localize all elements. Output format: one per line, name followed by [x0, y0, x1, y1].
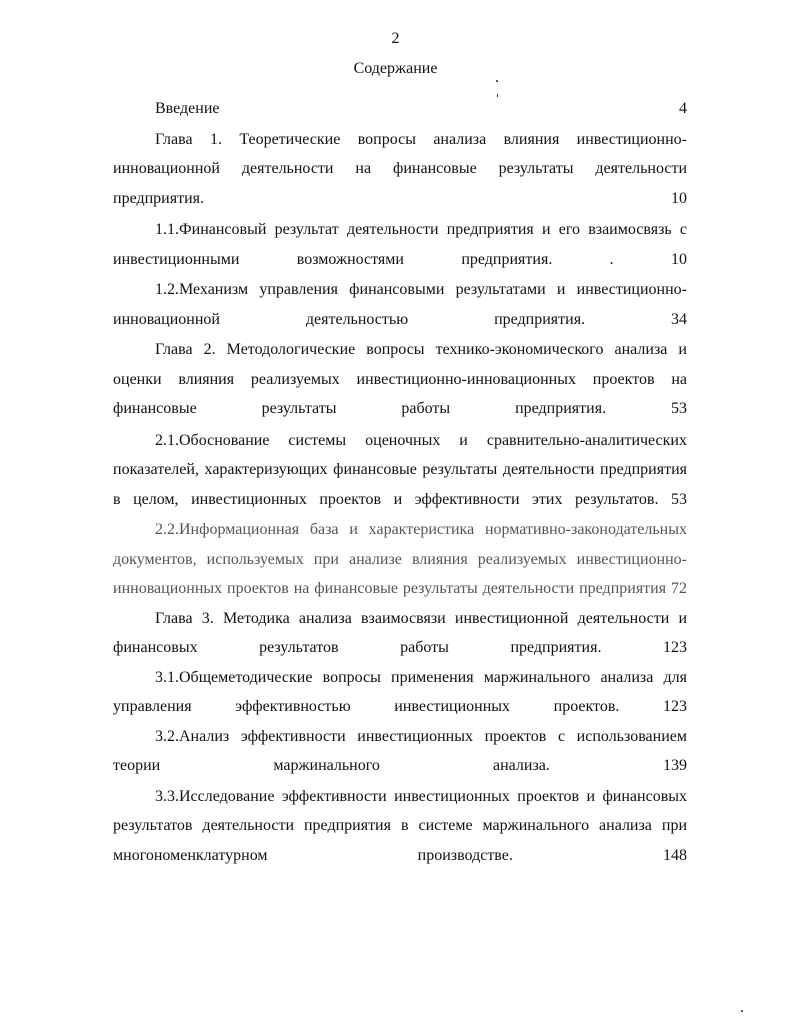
toc-entry-page: 148 [663, 846, 688, 864]
toc-entry-chapter-2 [113, 335, 687, 424]
toc-entry-title: 3.1.Общеметодические вопросы применения маржинального анализа для управления эффективностью инвестиционных проектов. [113, 668, 687, 715]
toc-entry-page: 10 [671, 189, 687, 207]
toc-entry-title: Введение [155, 100, 220, 117]
toc-entry-chapter-3 [113, 604, 687, 663]
toc-entry-page: 53 [671, 490, 687, 508]
toc-entry-section-1-1 [113, 215, 687, 274]
toc-entry-chapter-1 [113, 125, 687, 214]
toc-entry-page: 123 [663, 698, 687, 715]
toc-entry-title: 1.1.Финансовый результат деятельности предприятия и его взаимосвязь с инвестиционными возможностями предприятия. [113, 221, 687, 268]
toc-entry-title: 1.2.Механизм управления финансовыми результатами и инвестиционно-инновационной деятельностью предприятия. [113, 281, 687, 328]
page-title: Содержание [353, 60, 438, 77]
toc-entry-title: 2.1.Обоснование системы оценочных и сравнительно-аналитических показателей, характеризующих финансовые результаты деятельности предприятия в целом, инвестиционных проектов и эффективности этих результатов. [113, 431, 687, 508]
toc-entry-section-3-3 [113, 782, 687, 871]
page-number: 2 [391, 30, 400, 47]
toc-entry-page: . 10 [609, 250, 687, 268]
toc-entry-title: 3.2.Анализ эффективности инвестиционных проектов с использованием теории маржинального анализа. [113, 727, 687, 774]
toc-entry-section-2-2 [113, 515, 687, 604]
toc-entry-title: 3.3.Исследование эффективности инвестиционных проектов и финансовых результатов деятельности предприятия в системе маржинального анализа при многономенклатурном производстве. [113, 787, 687, 864]
toc-entry-title: Глава 1. Теоретические вопросы анализа влияния инвестиционно-инновационной деятельности на финансовые результаты деятельности предприятия. [113, 130, 687, 207]
toc-entry-page: 123 [663, 639, 688, 656]
toc-entry-title: Глава 2. Методологические вопросы технико-экономического анализа и оценки влияния реализуемых инвестиционно-инновационных проектов на финансовые результаты работы предприятия. [113, 341, 687, 417]
toc-entry-title: 2.2.Информационная база и характеристика нормативно-законодательных документов, используемых при анализе влияния реализуемых инвестиционно-инновационных проектов на финансовые результаты деятельности предприятия [113, 521, 687, 597]
toc-entry-page: 72 [671, 580, 688, 597]
toc-entry-page: 139 [663, 757, 688, 774]
toc-entry-introduction [113, 94, 687, 124]
toc-entry-page: 4 [679, 100, 687, 117]
toc-entry-section-3-2 [113, 722, 687, 781]
toc-entry-section-3-1 [113, 663, 687, 722]
toc-entry-section-2-1 [113, 426, 687, 515]
table-of-contents [113, 94, 687, 870]
scan-speck [741, 1010, 743, 1012]
toc-entry-page: 34 [671, 310, 688, 328]
toc-entry-page: 53 [671, 400, 688, 417]
toc-entry-section-1-2 [113, 275, 687, 334]
scan-speck [496, 80, 498, 82]
toc-entry-title: Глава 3. Методика анализа взаимосвязи инвестиционной деятельности и финансовых результатов работы предприятия. [113, 609, 687, 656]
